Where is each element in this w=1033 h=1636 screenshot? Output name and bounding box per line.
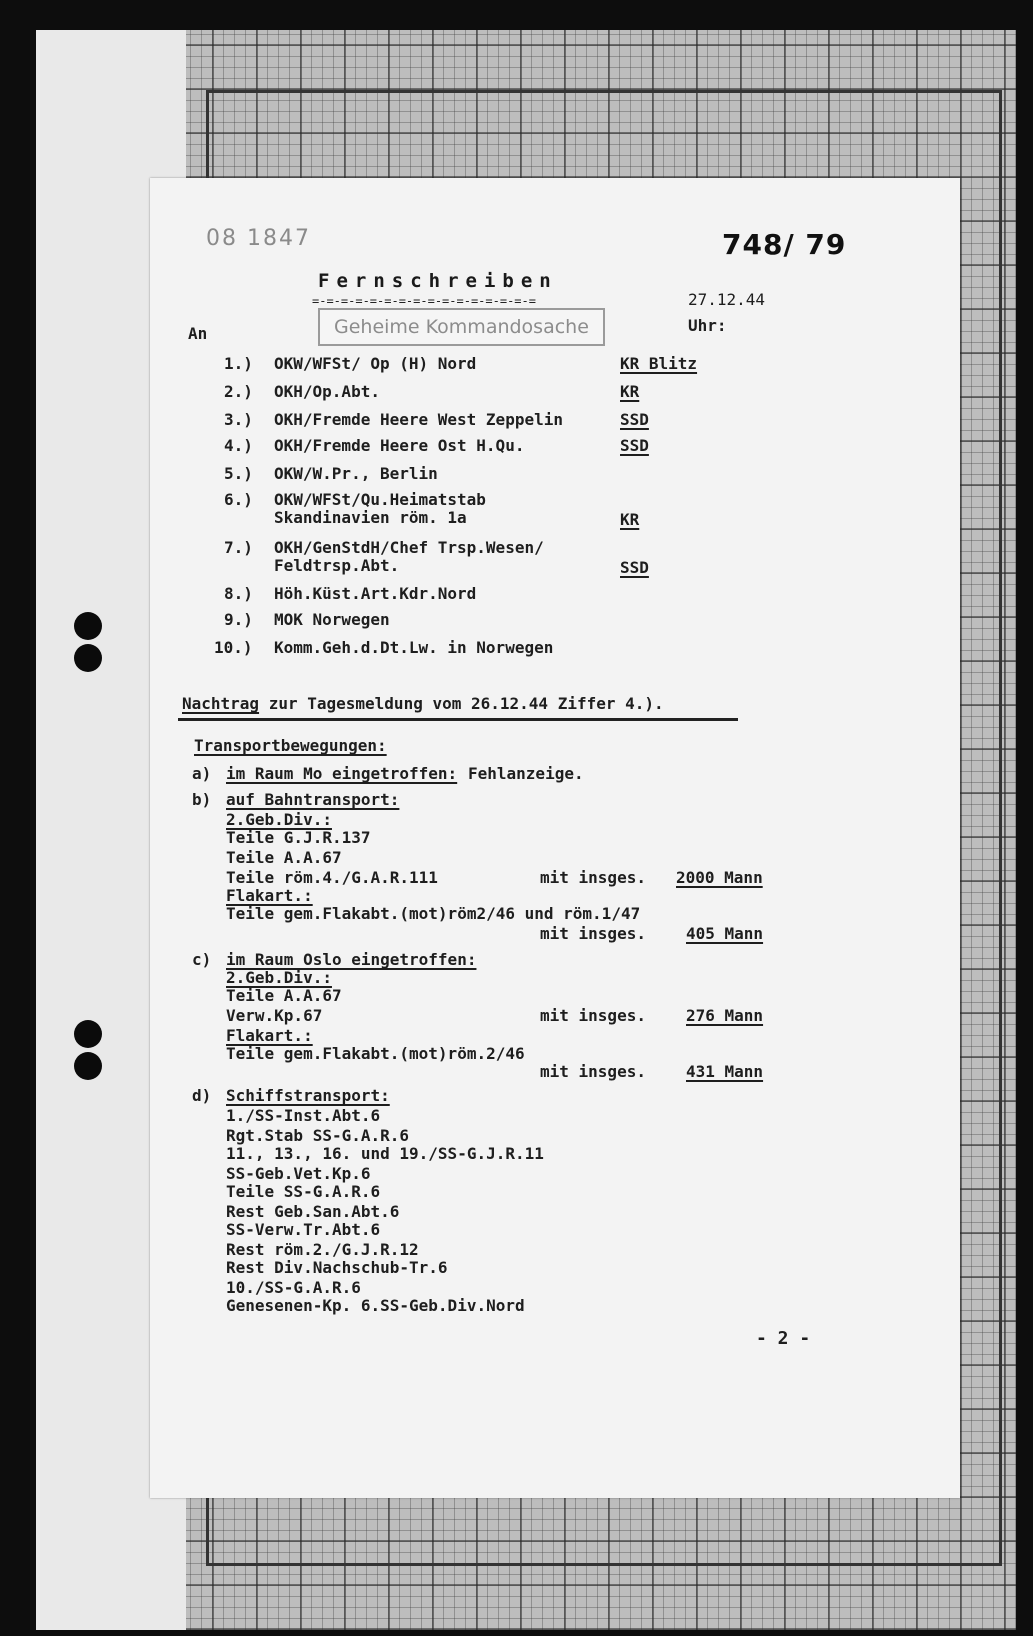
item-label: a) bbox=[192, 764, 212, 783]
punch-hole bbox=[74, 644, 102, 672]
subject-underline bbox=[178, 718, 738, 721]
page-marker: - 2 - bbox=[756, 1328, 811, 1349]
document-number: 748/ 79 bbox=[722, 228, 847, 261]
title-underline: =-=-=-=-=-=-=-=-=-=-=-=-=-=-=-= bbox=[312, 294, 536, 308]
section-title: Transportbewegungen: bbox=[194, 736, 387, 755]
total-label: mit insges. bbox=[540, 924, 646, 943]
item-label: b) bbox=[192, 790, 212, 809]
recipient-text: OKW/WFSt/ Op (H) Nord bbox=[274, 354, 477, 373]
recipient-number: 9.) bbox=[224, 610, 253, 629]
telex-sheet bbox=[150, 178, 960, 1498]
ship-unit-line: Rest Div.Nachschub-Tr.6 bbox=[226, 1258, 448, 1277]
unit-line: Teile A.A.67 bbox=[226, 986, 342, 1005]
unit-group: Flakart.: bbox=[226, 886, 313, 905]
recipient-text: OKH/GenStdH/Chef Trsp.Wesen/ bbox=[274, 538, 544, 557]
recipient-text: Höh.Küst.Art.Kdr.Nord bbox=[274, 584, 477, 603]
unit-line: Verw.Kp.67 bbox=[226, 1006, 323, 1025]
recipient-number: 1.) bbox=[224, 354, 253, 373]
item-heading: auf Bahntransport: bbox=[226, 790, 400, 809]
unit-group: 2.Geb.Div.: bbox=[226, 968, 332, 987]
subject-keyword: Nachtrag bbox=[182, 694, 260, 713]
recipient-text: OKH/Fremde Heere Ost H.Qu. bbox=[274, 436, 525, 455]
ship-unit-line: Rest röm.2./G.J.R.12 bbox=[226, 1240, 419, 1259]
total-label: mit insges. bbox=[540, 868, 646, 887]
recipient-text-line2: Feldtrsp.Abt. bbox=[274, 556, 400, 575]
time-label: Uhr: bbox=[688, 316, 727, 335]
punch-hole bbox=[74, 612, 102, 640]
recipient-priority: KR bbox=[620, 510, 640, 529]
item-value: Fehlanzeige. bbox=[468, 764, 584, 783]
recipient-priority: SSD bbox=[620, 558, 649, 577]
recipient-priority: KR Blitz bbox=[620, 354, 698, 373]
recipient-number: 6.) bbox=[224, 490, 253, 509]
ship-unit-line: 11., 13., 16. und 19./SS-G.J.R.11 bbox=[226, 1144, 544, 1163]
recipient-number: 7.) bbox=[224, 538, 253, 557]
ship-unit-line: Rgt.Stab SS-G.A.R.6 bbox=[226, 1126, 410, 1145]
recipient-text: Komm.Geh.d.Dt.Lw. in Norwegen bbox=[274, 638, 554, 657]
recipient-text: OKH/Op.Abt. bbox=[274, 382, 380, 401]
recipient-priority: KR bbox=[620, 382, 640, 401]
document-title: Fernschreiben bbox=[318, 270, 558, 292]
unit-group: 2.Geb.Div.: bbox=[226, 810, 332, 829]
total-value: 405 Mann bbox=[686, 924, 764, 943]
item-label: d) bbox=[192, 1086, 212, 1105]
punch-hole bbox=[74, 1020, 102, 1048]
recipient-text-line2: Skandinavien röm. 1a bbox=[274, 508, 467, 527]
unit-line: Teile röm.4./G.A.R.111 bbox=[226, 868, 438, 887]
recipient-number: 4.) bbox=[224, 436, 253, 455]
total-value: 431 Mann bbox=[686, 1062, 764, 1081]
faint-reference-number: 08 1847 bbox=[206, 226, 311, 251]
total-value: 276 Mann bbox=[686, 1006, 764, 1025]
unit-line: Teile gem.Flakabt.(mot)röm.2/46 bbox=[226, 1044, 525, 1063]
total-label: mit insges. bbox=[540, 1062, 646, 1081]
unit-group: Flakart.: bbox=[226, 1026, 313, 1045]
recipient-text: OKH/Fremde Heere West Zeppelin bbox=[274, 410, 563, 429]
date: 27.12.44 bbox=[688, 290, 766, 309]
unit-line: Teile G.J.R.137 bbox=[226, 828, 371, 847]
unit-line: Teile A.A.67 bbox=[226, 848, 342, 867]
recipient-number: 2.) bbox=[224, 382, 253, 401]
ship-unit-line: SS-Geb.Vet.Kp.6 bbox=[226, 1164, 371, 1183]
item-heading: Schiffstransport: bbox=[226, 1086, 390, 1105]
recipient-text: MOK Norwegen bbox=[274, 610, 390, 629]
ship-unit-line: SS-Verw.Tr.Abt.6 bbox=[226, 1220, 381, 1239]
total-value: 2000 Mann bbox=[676, 868, 763, 887]
recipient-text: OKW/W.Pr., Berlin bbox=[274, 464, 438, 483]
total-label: mit insges. bbox=[540, 1006, 646, 1025]
recipients-label: An bbox=[188, 324, 208, 343]
recipient-priority: SSD bbox=[620, 410, 649, 429]
recipient-text: OKW/WFSt/Qu.Heimatstab bbox=[274, 490, 486, 509]
ship-unit-line: Teile SS-G.A.R.6 bbox=[226, 1182, 381, 1201]
unit-line: Teile gem.Flakabt.(mot)röm2/46 und röm.1/47 bbox=[226, 904, 641, 923]
secret-stamp: Geheime Kommandosache bbox=[318, 308, 605, 346]
ship-unit-line: Genesenen-Kp. 6.SS-Geb.Div.Nord bbox=[226, 1296, 525, 1315]
recipient-number: 5.) bbox=[224, 464, 253, 483]
item-label: c) bbox=[192, 950, 212, 969]
recipient-priority: SSD bbox=[620, 436, 649, 455]
punch-hole bbox=[74, 1052, 102, 1080]
subject-text: zur Tagesmeldung vom 26.12.44 Ziffer 4.). bbox=[268, 694, 664, 713]
item-heading: im Raum Mo eingetroffen: bbox=[226, 764, 458, 783]
item-heading: im Raum Oslo eingetroffen: bbox=[226, 950, 477, 969]
subject-line bbox=[182, 694, 664, 713]
recipient-number: 8.) bbox=[224, 584, 253, 603]
ship-unit-line: Rest Geb.San.Abt.6 bbox=[226, 1202, 400, 1221]
recipient-number: 10.) bbox=[214, 638, 253, 657]
recipient-number: 3.) bbox=[224, 410, 253, 429]
ship-unit-line: 10./SS-G.A.R.6 bbox=[226, 1278, 361, 1297]
ship-unit-line: 1./SS-Inst.Abt.6 bbox=[226, 1106, 381, 1125]
